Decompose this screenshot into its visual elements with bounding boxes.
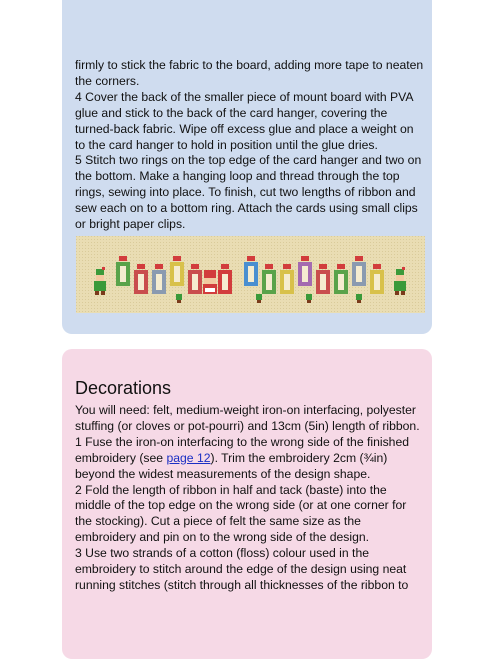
merry-christmas-embroidery-image <box>76 236 425 313</box>
gift-bow <box>337 264 345 269</box>
letter-glyph <box>174 266 180 282</box>
page-12-link[interactable]: page 12 <box>166 450 211 465</box>
elf-hat-pom <box>402 267 405 270</box>
small-elf-shoe <box>257 300 261 303</box>
elf-body <box>94 281 106 291</box>
small-elf <box>306 294 312 300</box>
small-elf-shoe <box>357 300 361 303</box>
letter-glyph <box>356 266 362 282</box>
gift-bow <box>265 264 273 269</box>
santa-beard <box>205 288 215 292</box>
gift-bow <box>191 264 199 269</box>
santa-hat <box>204 270 216 278</box>
gift-bow <box>319 264 327 269</box>
gift-bow <box>301 256 309 261</box>
gift-bow <box>355 256 363 261</box>
letter-glyph <box>138 274 144 290</box>
gift-bow <box>221 264 229 269</box>
letter-glyph <box>222 274 228 290</box>
gift-bow <box>283 264 291 269</box>
letter-glyph <box>374 274 380 290</box>
gift-bow <box>137 264 145 269</box>
letter-glyph <box>192 274 198 290</box>
santa-face <box>204 278 216 284</box>
gift-bow <box>373 264 381 269</box>
small-elf <box>356 294 362 300</box>
letter-glyph <box>248 266 254 282</box>
small-elf-shoe <box>307 300 311 303</box>
letter-glyph <box>156 274 162 290</box>
instructions-text <box>75 58 425 233</box>
elf-body <box>394 281 406 291</box>
step-5: 5 Stitch two rings on the top edge of the card hanger and two on the bottom. Make a hanging loop and thread through the top rings, sewing into place. To finish, cut two lengths of ribbon and sew each on to a bottom ring. Attach the cards using small clips or bright paper clips. <box>75 153 422 232</box>
elf-face <box>396 275 404 281</box>
gift-bow <box>247 256 255 261</box>
letter-glyph <box>302 266 308 282</box>
step-4: 4 Cover the back of the smaller piece of mount board with PVA glue and stick to the back of the card hanger, covering the turned-back fabric. Wipe off excess glue and place a weight on to the card hanger to hold in position until the glue dries. <box>75 89 414 152</box>
letter-glyph <box>320 274 326 290</box>
elf-face <box>96 275 104 281</box>
letter-glyph <box>120 266 126 282</box>
gift-bow <box>173 256 181 261</box>
letter-glyph <box>338 274 344 290</box>
step-1: 1 Fuse the iron-on interfacing to the wrong side of the finished embroidery (see page 12). Trim the embroidery 2cm (¾in) beyond the widest measurements of the design shape. <box>75 434 410 481</box>
elf-shoe <box>101 291 105 295</box>
decorations-text <box>75 403 425 594</box>
small-elf <box>176 294 182 300</box>
gift-bow <box>155 264 163 269</box>
small-elf <box>256 294 262 300</box>
step-3-continued: firmly to stick the fabric to the board, adding more tape to neaten the corners. <box>75 58 424 88</box>
materials-needed: You will need: felt, medium-weight iron-on interfacing, polyester stuffing (or cloves or pot-pourri) and 13cm (5in) length of ribbon. <box>75 403 420 433</box>
gift-bow <box>119 256 127 261</box>
step-2: 2 Fold the length of ribbon in half and tack (baste) into the middle of the top edge on the wrong side (or at one corner for the stocking). Cut a piece of felt the same size as the embroidery and pin on to the wrong side of the design. <box>75 482 407 545</box>
elf-hat-pom <box>102 267 105 270</box>
letter-glyph <box>266 274 272 290</box>
elf-shoe <box>95 291 99 295</box>
step-3: 3 Use two strands of a cotton (floss) colour used in the embroidery to stitch around the edge of the design using neat running stitches (stitch through all thicknesses of the ribbon to <box>75 546 409 592</box>
elf-shoe <box>395 291 399 295</box>
elf-shoe <box>401 291 405 295</box>
decorations-heading: Decorations <box>75 378 172 398</box>
letter-glyph <box>284 274 290 290</box>
small-elf-shoe <box>177 300 181 303</box>
